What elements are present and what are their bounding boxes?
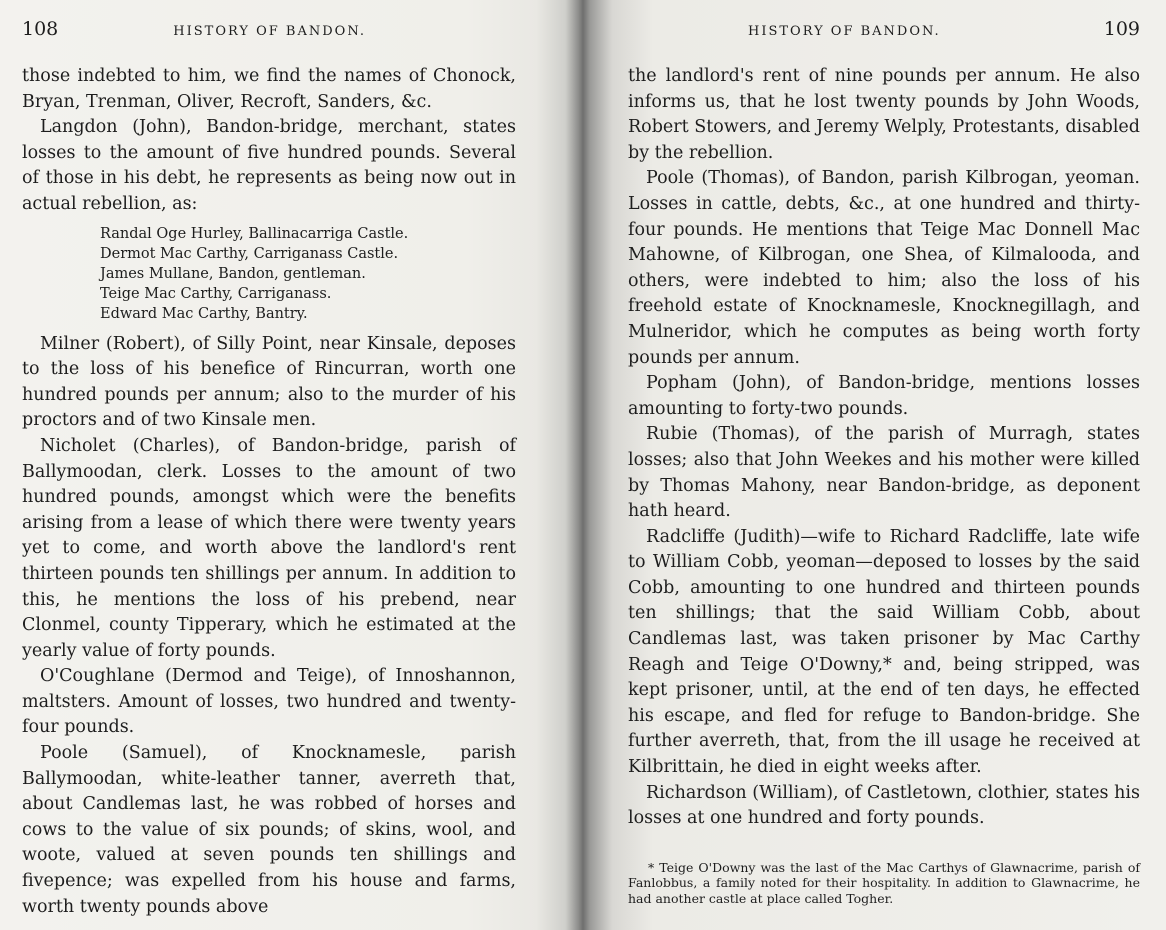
right-running-title: HISTORY OF BANDON. — [748, 24, 941, 39]
paragraph-ocoughlane: O'Coughlane (Dermod and Teige), of Innoshannon, maltsters. Amount of losses, two hundred and twenty-four pounds. — [22, 666, 516, 738]
paragraph-milner: Milner (Robert), of Silly Point, near Kinsale, deposes to the loss of his benefice of Rincurran, worth one hundred pounds per annum; also to the murder of his proctors and of two Kinsale men. — [22, 333, 516, 431]
debtor-item: Teige Mac Carthy, Carriganass. — [100, 285, 332, 302]
paragraph-richardson: Richardson (William), of Castletown, clothier, states his losses at one hundred and forty pounds. — [628, 782, 1140, 829]
paragraph-poole-samuel: Poole (Samuel), of Knocknamesle, parish Ballymoodan, white-leather tanner, averreth that, about Candlemas last, he was robbed of horses and cows to the value of six pounds; of skins, wool, and woote, valued at seven pounds ten shillings and fivepence; was expelled from his house and farms, worth twenty pounds above — [22, 743, 516, 917]
debtor-item: Edward Mac Carthy, Bantry. — [100, 305, 308, 322]
right-page — [540, 0, 1166, 930]
left-page — [0, 0, 540, 930]
left-page-number: 108 — [22, 18, 59, 40]
paragraph-nicholet: Nicholet (Charles), of Bandon-bridge, parish of Ballymoodan, clerk. Losses to the amount of two hundred pounds, amongst which were the benefits arising from a lease of which there were twenty years yet to come, and worth above the landlord's rent thirteen pounds ten shillings per annum. In addition to this, he mentions the loss of his prebend, near Clonmel, county Tipperary, which he estimated at the yearly value of forty pounds. — [22, 435, 516, 661]
right-page-number: 109 — [1103, 18, 1140, 40]
paragraph-poole-thomas: Poole (Thomas), of Bandon, parish Kilbrogan, yeoman. Losses in cattle, debts, &c., at one hundred and thirty-four pounds. He mentions that Teige Mac Donnell Mac Mahowne, of Kilbrogan, one Shea, of Kilmalooda, and others, were indebted to him; also the loss of his freehold estate of Knocknamesle, Knocknegillagh, and Mulneridor, which he computes as being worth forty pounds per annum. — [628, 168, 1140, 368]
paragraph-intro: those indebted to him, we find the names of Chonock, Bryan, Trenman, Oliver, Recroft, Sanders, &c. — [22, 66, 516, 112]
paragraph-radcliffe: Radcliffe (Judith)—wife to Richard Radcliffe, late wife to William Cobb, yeoman—deposed to losses by the said Cobb, amounting to one hundred and thirteen pounds ten shillings; that the said William Cobb, about Candlemas last, was taken prisoner by Mac Carthy Reagh and Teige O'Downy,* and, being stripped, was kept prisoner, until, at the end of ten days, he effected his escape, and fled for refuge to Bandon-bridge. She further averreth, that, from the ill usage he received at Kilbrittain, he died in eight weeks after. — [628, 526, 1140, 778]
paragraph-rubie: Rubie (Thomas), of the parish of Murragh, states losses; also that John Weekes and his mother were killed by Thomas Mahony, near Bandon-bridge, as deponent hath heard. — [628, 424, 1140, 522]
debtor-item: Randal Oge Hurley, Ballinacarriga Castle. — [100, 225, 409, 242]
left-page-body — [22, 64, 516, 920]
right-page-body — [628, 64, 1140, 906]
left-running-title: HISTORY OF BANDON. — [173, 24, 366, 39]
right-page-header — [628, 18, 1140, 64]
debtor-item: Dermot Mac Carthy, Carriganass Castle. — [100, 245, 399, 262]
footnote: * Teige O'Downy was the last of the Mac Carthys of Glawnacrime, parish of Fanlobbus, a family noted for their hospitality. In addition to Glawnacrime, he had another castle at place called Togher. — [628, 859, 1140, 906]
paragraph-popham: Popham (John), of Bandon-bridge, mentions losses amounting to forty-two pounds. — [628, 373, 1140, 419]
paragraph-continued: the landlord's rent of nine pounds per annum. He also informs us, that he lost twenty pounds by John Woods, Robert Stowers, and Jeremy Welply, Protestants, disabled by the rebellion. — [628, 66, 1140, 163]
debtor-item: James Mullane, Bandon, gentleman. — [100, 265, 366, 282]
debtor-list — [100, 224, 516, 324]
paragraph-langdon: Langdon (John), Bandon-bridge, merchant, states losses to the amount of five hundred pounds. Several of those in his debt, he represents as being now out in actual rebellion, as: — [22, 117, 516, 214]
left-page-header — [22, 18, 516, 64]
